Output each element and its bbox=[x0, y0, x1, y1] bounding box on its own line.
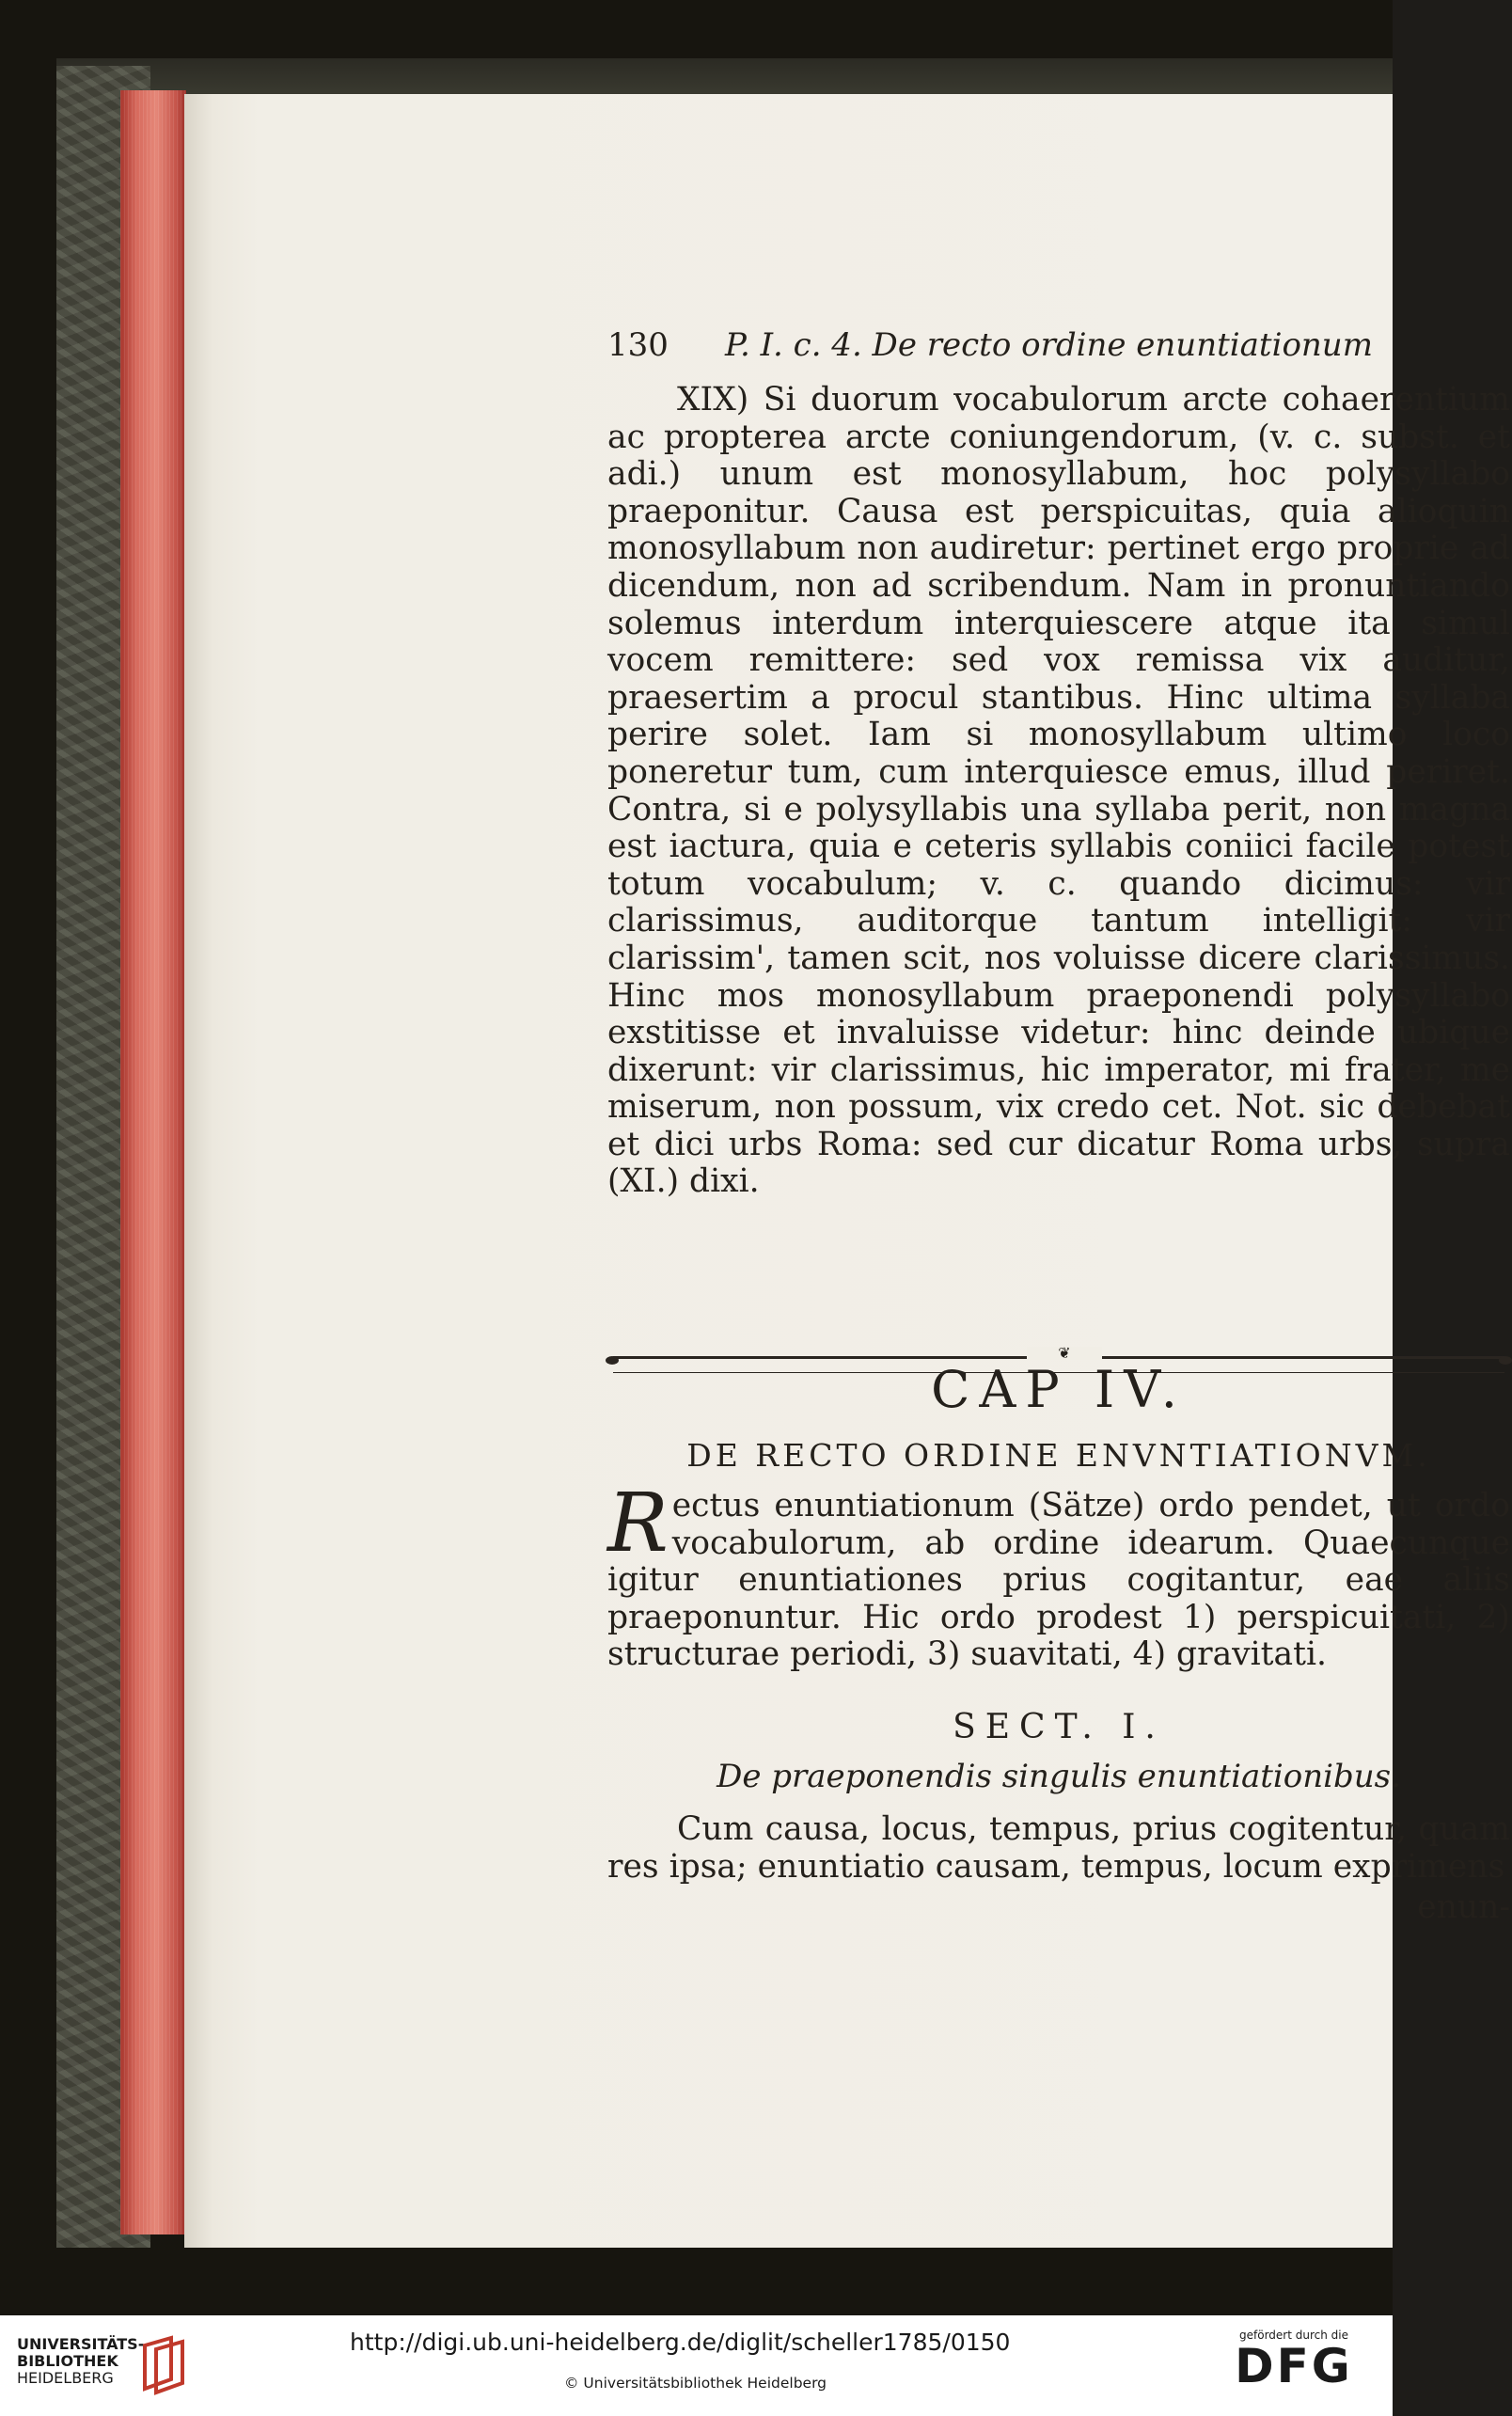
chapter-intro bbox=[607, 1476, 1510, 1674]
paragraph-xix: XIX) Si duorum vocabulorum arcte cohaerentium ac propterea arcte coniungendorum, (v. c. subst. et adi.) unum est monosyllabum, hoc polysyllabo praeponitur. Causa est perspicuitas, quia alioquin monosyllabum non audiretur: pertinet ergo proprie ad dicendum, non ad scribendum. Nam in pronuntiando solemus interdum interquiescere atque ita simul vocem remittere: sed vox remissa vix auditur, praesertim a procul stantibus. Hinc ultima syllaba perire solet. Iam si monosyllabum ultimo loco poneretur tum, cum interquiesce emus, illud periret. Contra, si e polysyllabis una syllaba perit, non magna est iactura, quia e ceteris syllabis coniici facile potest totum vocabulum; v. c. quando dicimus: vir clarissimus, auditorque tantum intelligit: vir clarissim', tamen scit, nos voluisse dicere clarissimus. Hinc mos monosyllabum praeponendi polysyllabo exstitisse et invaluisse videtur: hinc deinde ubique dixerunt: vir clarissimus, hic imperator, mi frater, me miserum, non possum, vix credo cet. Not. sic debebat et dici urbs Roma: sed cur dicatur Roma urbs, supra (XI.) dixi. bbox=[607, 381, 1510, 1201]
permalink-url[interactable]: http://digi.ub.uni-heidelberg.de/diglit/scheller1785/0150 bbox=[350, 2329, 1011, 2356]
funder-note: gefördert durch die bbox=[1239, 2329, 1348, 2342]
running-header bbox=[607, 327, 1510, 371]
chapter-subtitle: DE RECTO ORDINE ENVNTIATIONVM. bbox=[686, 1437, 1431, 1474]
chapter-title: CAP IV. bbox=[931, 1360, 1187, 1419]
library-name-line1: UNIVERSITÄTS- bbox=[17, 2335, 145, 2353]
library-name-line2: BIBLIOTHEK bbox=[17, 2352, 118, 2370]
book-cover-top bbox=[56, 58, 1393, 96]
running-head-title: P. I. c. 4. De recto ordine enuntiationum bbox=[725, 326, 1373, 364]
library-logo-icon bbox=[139, 2336, 188, 2394]
book-page bbox=[184, 94, 1510, 2248]
section-subtitle: De praeponendis singulis enuntiationibus. bbox=[717, 1758, 1401, 1795]
dfg-logo[interactable] bbox=[1223, 2329, 1364, 2391]
chapter-intro-text: ectus enuntiationum (Sätze) ordo pendet, ut ordo vocabulorum, ab ordine idearum. Quaecunque igitur enuntiationes prius cogitantur, eae aliis praeponuntur. Hic ordo prodest 1) perspicuitati, 2) structurae periodi, 3) suavitati, 4) gravitati. bbox=[607, 1487, 1510, 1674]
page-number: 130 bbox=[607, 326, 669, 364]
section-text: Cum causa, locus, tempus, prius cogitentur, quam res ipsa; enuntiatio causam, tempus, locum exprimens bbox=[607, 1810, 1510, 1886]
rule-ornament: ❦ bbox=[1027, 1347, 1102, 1360]
red-page-edges bbox=[120, 90, 186, 2234]
dfg-wordmark: DFG bbox=[1235, 2339, 1353, 2393]
drop-cap: R bbox=[607, 1476, 669, 1571]
library-logo[interactable] bbox=[17, 2336, 196, 2402]
copyright-notice: © Universitätsbibliothek Heidelberg bbox=[564, 2375, 827, 2392]
catchword: enun- bbox=[1417, 1888, 1510, 1926]
section-title: SECT. I. bbox=[953, 1708, 1165, 1746]
viewer-footer bbox=[0, 2315, 1393, 2416]
library-name-line3: HEIDELBERG bbox=[17, 2369, 114, 2387]
